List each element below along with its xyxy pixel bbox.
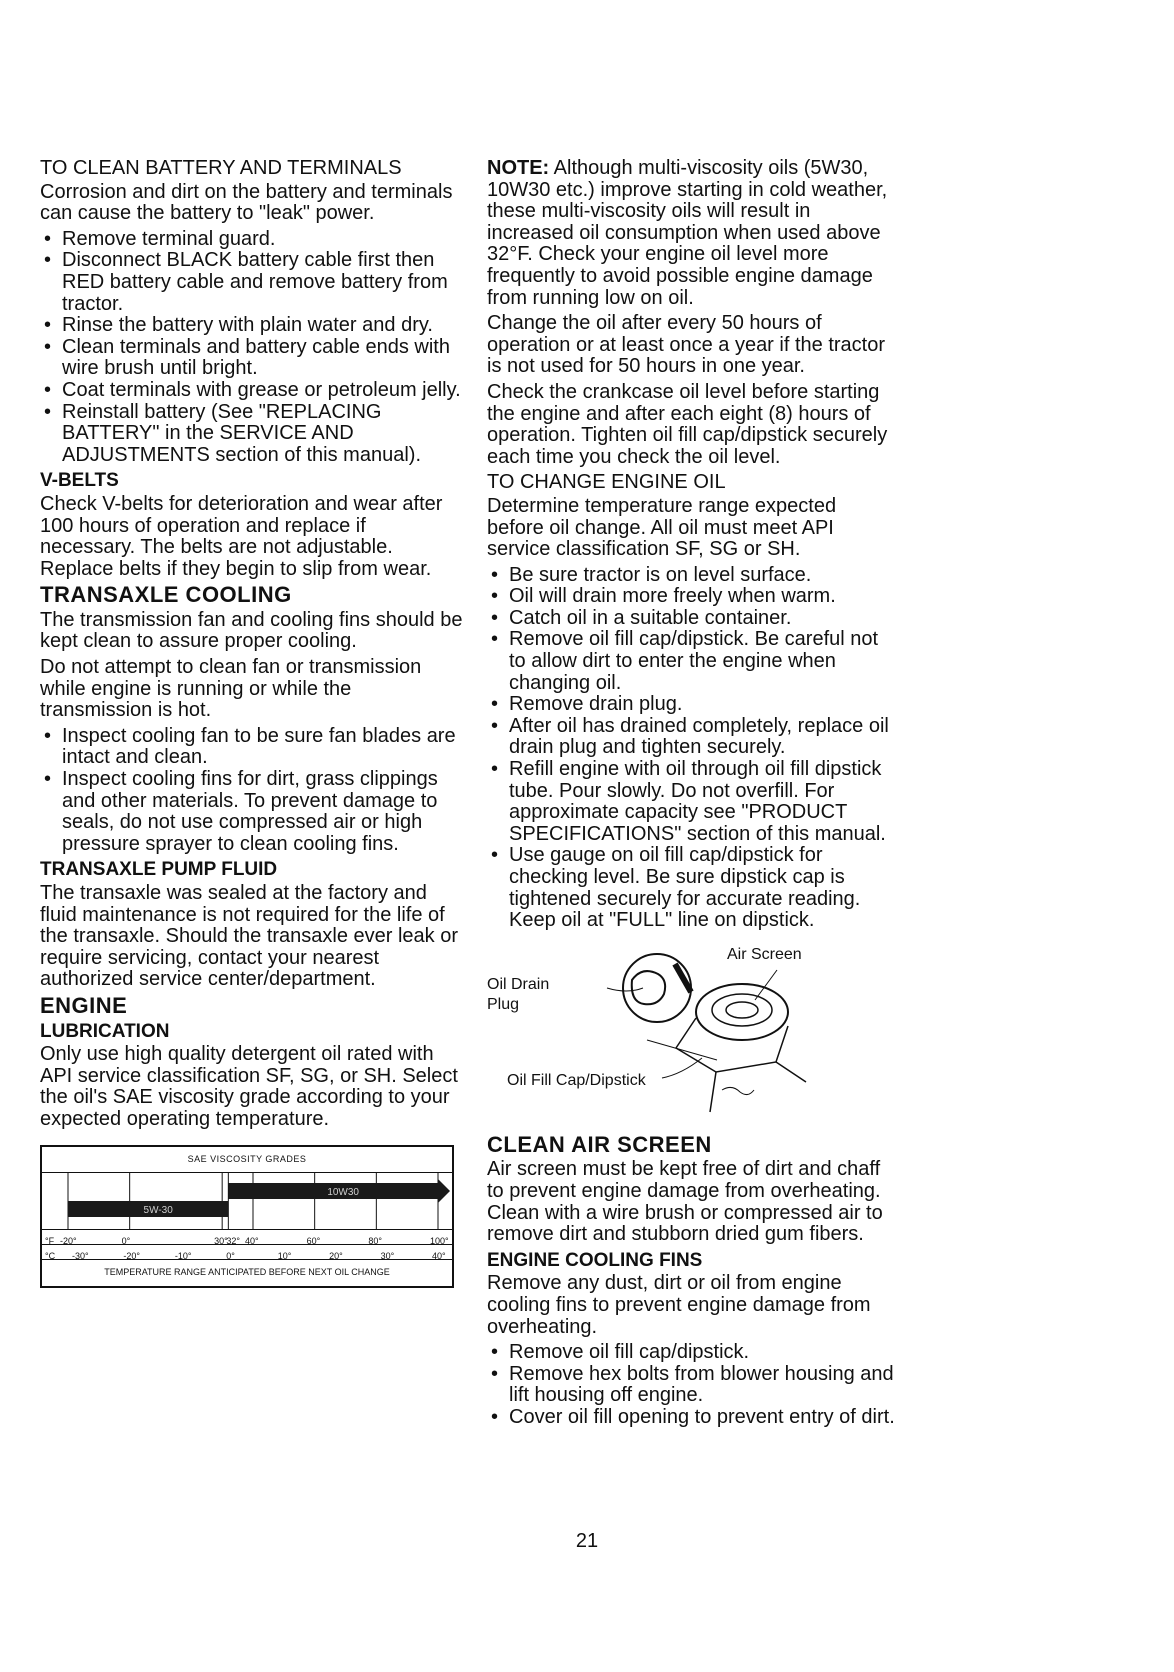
celsius-tick: -30° — [72, 1251, 89, 1262]
viscosity-chart — [40, 1145, 454, 1288]
fahrenheit-tick: 60° — [306, 1236, 321, 1247]
chart-title: SAE VISCOSITY GRADES — [42, 1147, 452, 1174]
list-item: • Clean terminals and battery cable ends with wire brush until bright. — [40, 337, 465, 380]
list-item: • Remove terminal guard. — [40, 229, 465, 251]
list-item: • Remove drain plug. — [487, 694, 897, 716]
celsius-unit: °C — [45, 1251, 56, 1262]
transaxle-p2: Do not attempt to clean fan or transmission while engine is running or while the transmission is hot. — [40, 656, 422, 722]
air-screen-text: Air screen must be kept free of dirt and chaff to prevent engine damage from overheating. Clean with a wire brush or compressed air to remove dirt and stubborn dried gum fibers. — [487, 1158, 883, 1246]
fahrenheit-tick: -20° — [60, 1236, 77, 1247]
label-oil-drain: Oil Drain — [487, 975, 550, 993]
celsius-scale — [42, 1244, 452, 1262]
list-item: • Catch oil in a suitable container. — [487, 608, 897, 630]
battery-steps — [40, 229, 465, 467]
engine-oil-figure — [487, 940, 897, 1130]
fahrenheit-tick: 40° — [245, 1236, 259, 1247]
list-item: • Be sure tractor is on level surface. — [487, 565, 897, 587]
change-intro: Determine temperature range expected before oil change. All oil must meet API service classification SF, SG or SH. — [487, 494, 837, 561]
vbelts-heading: V-BELTS — [40, 470, 119, 492]
list-item: • Inspect cooling fins for dirt, grass clippings and other materials. To prevent damage to seals, do not use compressed air or high pressure sprayer to clean cooling fins. — [40, 769, 465, 855]
fins-text: Remove any dust, dirt or oil from engine cooling fins to prevent engine damage from overheating. — [487, 1272, 871, 1338]
celsius-tick: 40° — [432, 1251, 446, 1262]
transaxle-p1: The transmission fan and cooling fins should be kept clean to assure proper cooling. — [40, 608, 463, 653]
label-oil-fill: Oil Fill Cap/Dipstick — [507, 1071, 646, 1089]
list-item: • Remove oil fill cap/dipstick. Be careful not to allow dirt to enter the engine when changing oil. — [487, 629, 897, 694]
lubrication-heading: LUBRICATION — [40, 1020, 170, 1042]
fins-steps — [487, 1342, 897, 1428]
label-air-screen: Air Screen — [727, 945, 802, 963]
list-item: • Disconnect BLACK battery cable first then RED battery cable and remove battery from tractor. — [40, 250, 465, 315]
celsius-tick: 0° — [226, 1251, 235, 1262]
fahrenheit-unit: °F — [45, 1236, 55, 1247]
list-item: • Remove hex bolts from blower housing and lift housing off engine. — [487, 1364, 897, 1407]
fins-heading: ENGINE COOLING FINS — [487, 1249, 703, 1271]
list-item: • After oil has drained completely, replace oil drain plug and tighten securely. — [487, 716, 897, 759]
list-item: • Remove oil fill cap/dipstick. — [487, 1342, 897, 1364]
fahrenheit-scale — [42, 1229, 452, 1247]
change-steps — [487, 565, 897, 932]
list-item: • Oil will drain more freely when warm. — [487, 586, 897, 608]
pump-text: The transaxle was sealed at the factory and fluid maintenance is not required for the life of the transaxle. Should the transaxle ever leak or require servicing, contact your nearest authorized service center/department. — [40, 882, 459, 991]
note-label: NOTE: — [487, 157, 550, 179]
air-screen-heading: CLEAN AIR SCREEN — [487, 1131, 712, 1157]
list-item: • Reinstall battery (See "REPLACING BATTERY" in the SERVICE AND ADJUSTMENTS section of this manual). — [40, 402, 465, 467]
fahrenheit-tick: 0° — [121, 1236, 131, 1247]
viscosity-bar-label: 10W30 — [327, 1187, 360, 1199]
lubrication-text: Only use high quality detergent oil rated with API service classification SF, SG, or SH. Select the oil's SAE viscosity grade according to your expected operating temperature. — [40, 1043, 458, 1130]
note-text: Although multi-viscosity oils (5W30, 10W30 etc.) improve starting in cold weather, these multi-viscosity oils will result in increased oil consumption when used above 32°F. Check your engine oil level more frequently to avoid possible engine damage from running low on oil. — [487, 157, 888, 309]
list-item: • Cover oil fill opening to prevent entry of dirt. — [487, 1407, 897, 1429]
list-item: • Coat terminals with grease or petroleum jelly. — [40, 380, 465, 402]
label-plug: Plug — [487, 995, 520, 1013]
fahrenheit-tick: 80° — [368, 1236, 382, 1247]
viscosity-bar-label: 5W-30 — [143, 1205, 173, 1217]
fahrenheit-tick: 100° — [430, 1236, 449, 1247]
change-p1: Change the oil after every 50 hours of operation or at least once a year if the tractor is not used for 50 hours in one year. — [487, 312, 885, 378]
battery-intro: Corrosion and dirt on the battery and terminals can cause the battery to "leak" power. — [40, 180, 453, 225]
fahrenheit-tick: 30° — [214, 1236, 228, 1247]
viscosity-bars — [42, 1173, 452, 1229]
change-p2: Check the crankcase oil level before starting the engine and after each eight (8) hours of operation. Tighten oil fill cap/dipstick securely each time you check the oil level. — [487, 380, 888, 468]
list-item: • Rinse the battery with plain water and dry. — [40, 315, 465, 337]
celsius-tick: 20° — [329, 1251, 343, 1262]
transaxle-heading: TRANSAXLE COOLING — [40, 582, 292, 608]
battery-heading: TO CLEAN BATTERY AND TERMINALS — [40, 157, 402, 179]
pump-heading: TRANSAXLE PUMP FLUID — [40, 859, 278, 881]
list-item: • Refill engine with oil through oil fill dipstick tube. Pour slowly. Do not overfill. For approximate capacity see "PRODUCT SPECIFICATIONS" section of this manual. — [487, 759, 897, 845]
celsius-tick: -10° — [174, 1251, 192, 1262]
right-column — [487, 158, 897, 1433]
arrow-icon — [438, 1179, 450, 1203]
page-number: 21 — [575, 1530, 599, 1552]
celsius-tick: 10° — [277, 1251, 292, 1262]
change-heading: TO CHANGE ENGINE OIL — [487, 471, 726, 494]
list-item: • Use gauge on oil fill cap/dipstick for checking level. Be sure dipstick cap is tightened securely for accurate reading. Keep oil at "FULL" line on dipstick. — [487, 845, 897, 931]
transaxle-steps — [40, 726, 465, 856]
left-column — [40, 158, 465, 1288]
engine-illustration — [487, 940, 897, 1130]
engine-heading: ENGINE — [40, 992, 128, 1018]
chart-footer: TEMPERATURE RANGE ANTICIPATED BEFORE NEXT OIL CHANGE — [42, 1259, 452, 1286]
celsius-tick: 30° — [380, 1251, 395, 1262]
vbelts-text: Check V-belts for deterioration and wear after 100 hours of operation and replace if necessary. The belts are not adjustable. Replace belts if they begin to slip from wear. — [40, 492, 443, 580]
celsius-tick: -20° — [123, 1251, 141, 1262]
list-item: • Inspect cooling fan to be sure fan blades are intact and clean. — [40, 726, 465, 769]
note — [487, 158, 897, 309]
fahrenheit-tick: 32° — [226, 1236, 240, 1247]
